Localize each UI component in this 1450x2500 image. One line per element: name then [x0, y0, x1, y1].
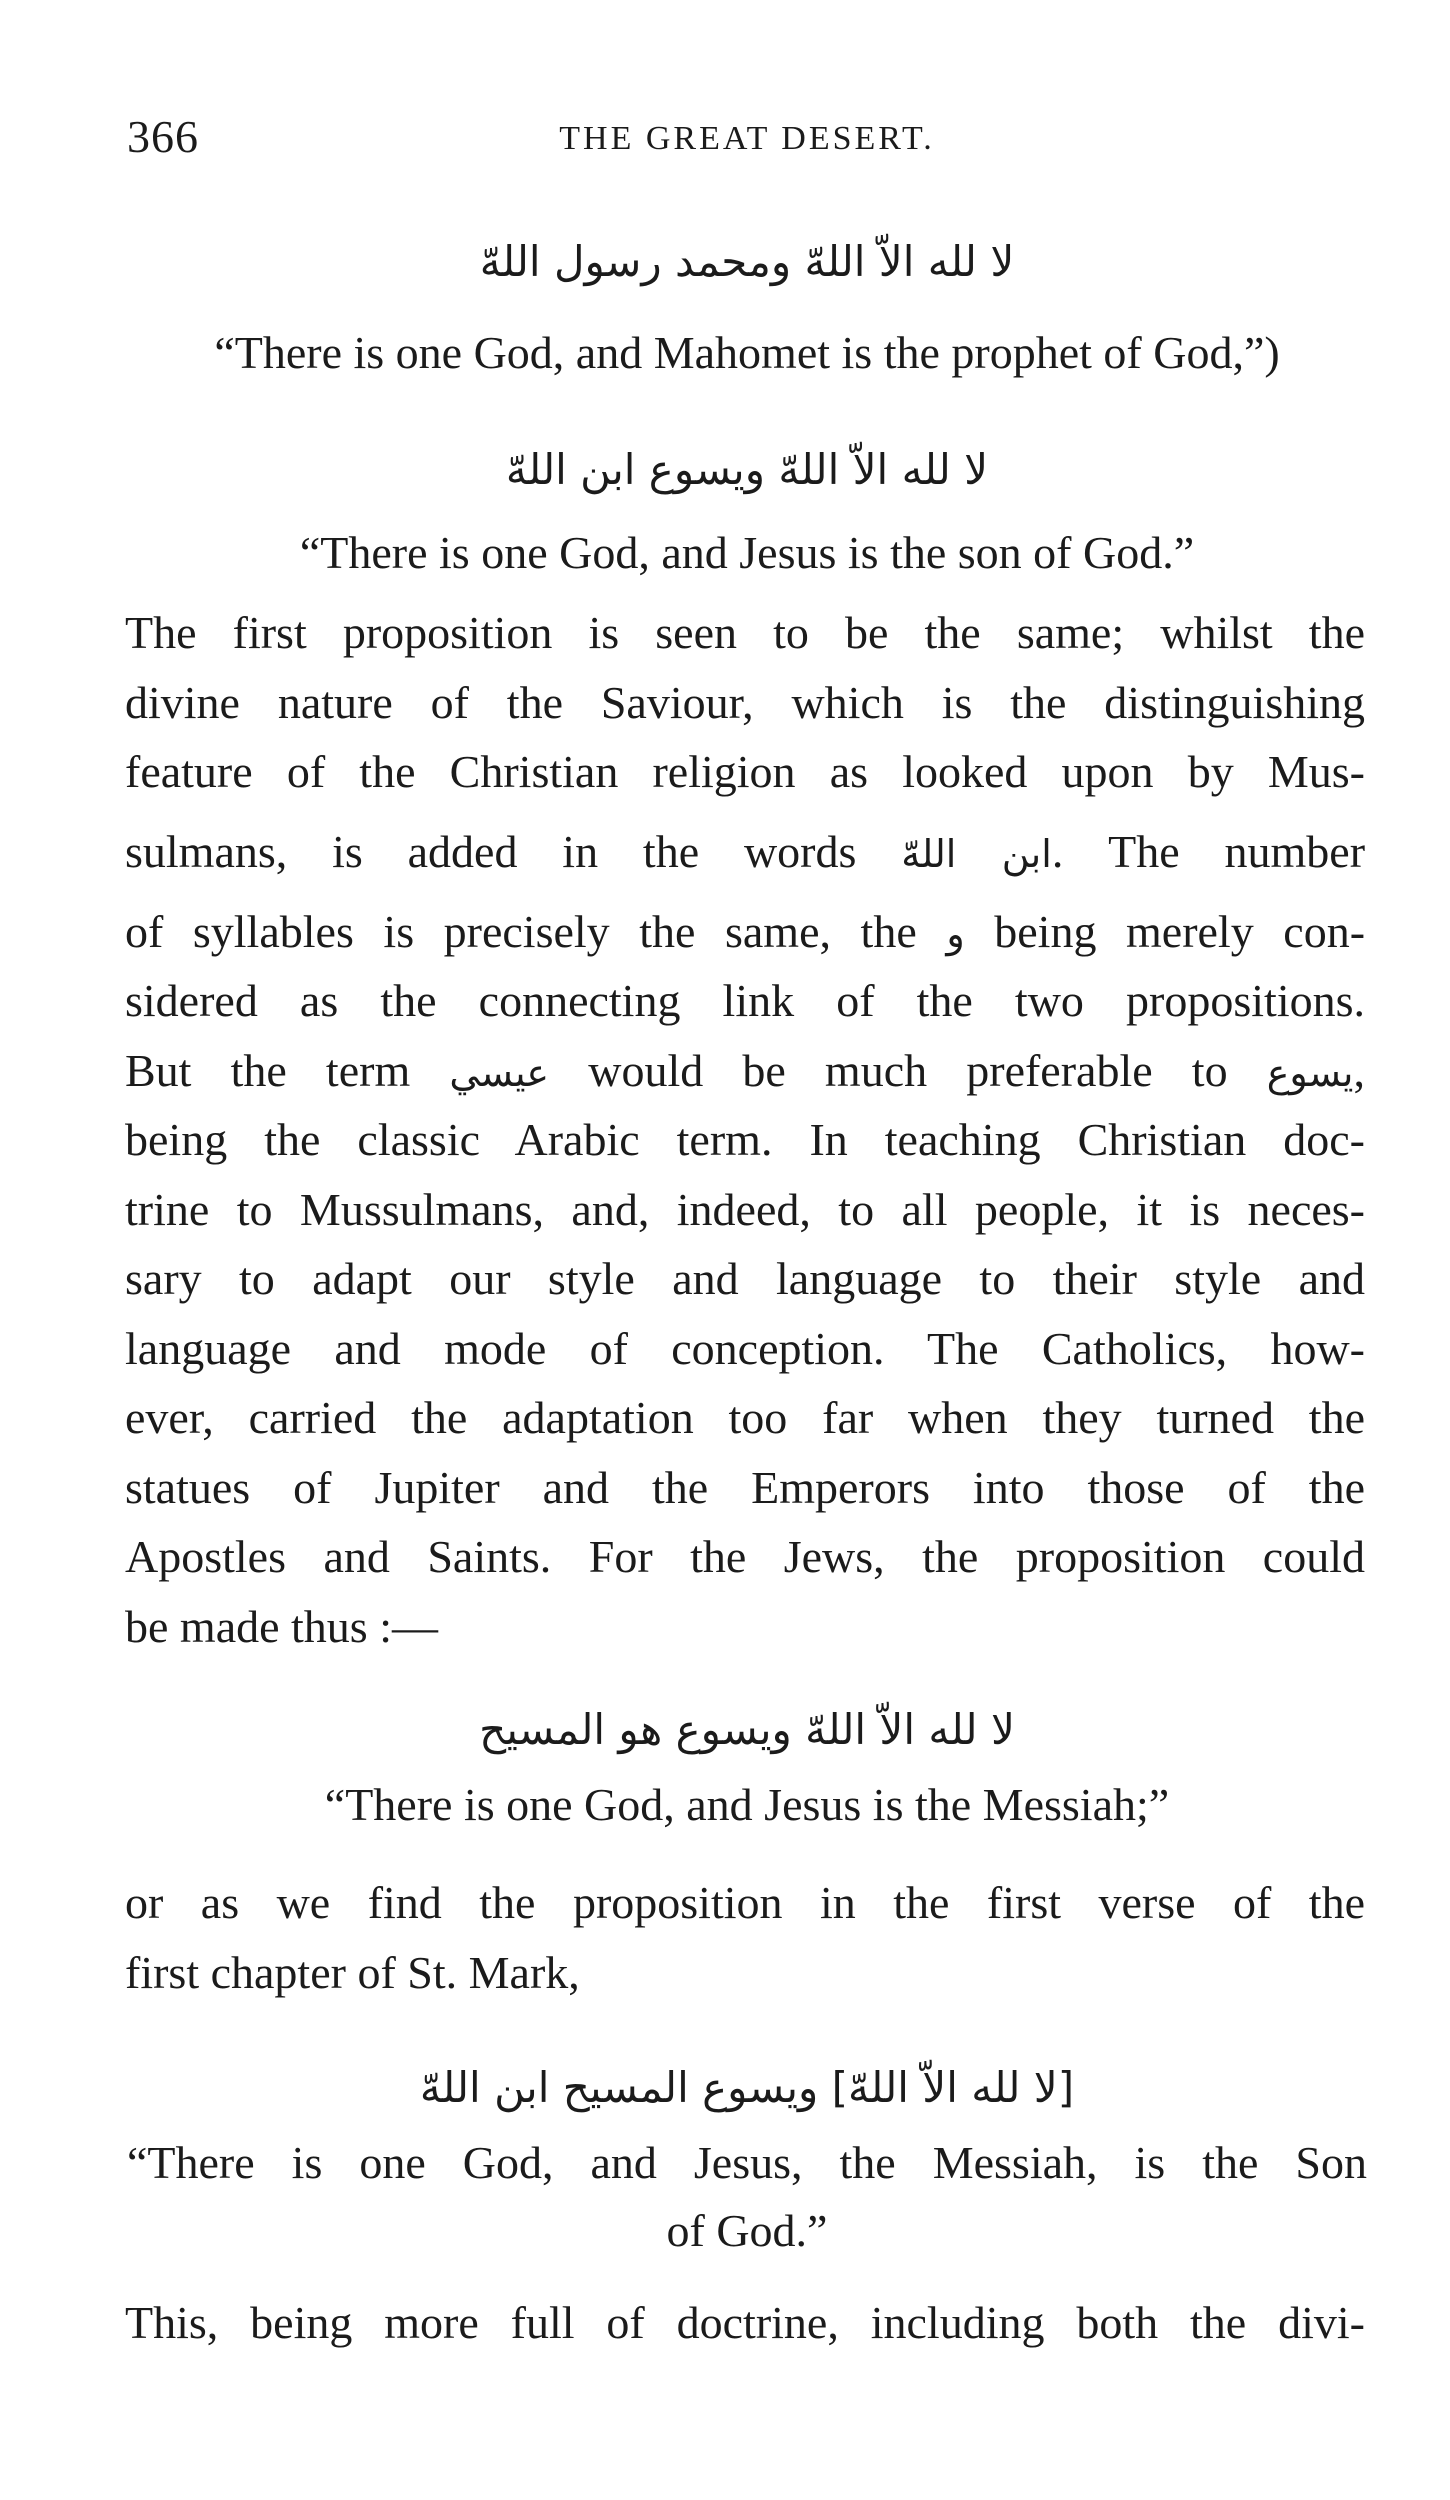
- arabic-formula-3: لا لله الاّ اللهّ ويسوع هو المسيح: [479, 1705, 1015, 1754]
- arabic-formula-1: لا لله الاّ اللهّ ومحمد رسول اللهّ: [479, 237, 1015, 286]
- arabic-formula-4: [لا لله الاّ اللهّ] ويسوع المسيح ابن اللهّ: [419, 2063, 1075, 2112]
- text-line: sary to adapt our style and language to their style and: [125, 1253, 1365, 1304]
- translation-formula-4: “There is one God, and Jesus, the Messiah, is the Son: [127, 2137, 1367, 2188]
- paragraph-2: [125, 1868, 1365, 2007]
- text-segment: being merely con-: [994, 905, 1366, 957]
- text-line: sidered as the connecting link of the two propositions.: [125, 975, 1365, 1026]
- text-segment: would be much preferable to: [588, 1044, 1228, 1096]
- text-line: [125, 897, 1365, 967]
- text-line: statues of Jupiter and the Emperors into those of the: [125, 1461, 1365, 1513]
- text-line: first chapter of St. Mark,: [125, 1946, 580, 1998]
- running-title: THE GREAT DESERT.: [559, 120, 935, 157]
- arabic-inline: يسوع: [1266, 1050, 1354, 1095]
- text-line: or as we find the proposition in the first verse of the: [125, 1877, 1365, 1928]
- page-header: [127, 110, 1367, 170]
- text-line: feature of the Christian religion as looked upon by Mus-: [125, 746, 1365, 797]
- arabic-formula-2: لا لله الاّ اللهّ ويسوع ابن اللهّ: [505, 445, 989, 494]
- text-line: be made thus :—: [125, 1600, 438, 1652]
- translation-formula-4-continued: of God.”: [666, 2205, 828, 2256]
- paragraph-1: [125, 598, 1365, 1661]
- text-line: language and mode of conception. The Catholics, how-: [125, 1322, 1365, 1374]
- translation-formula-3: “There is one God, and Jesus is the Messiah;”: [324, 1779, 1170, 1830]
- translation-formula-1: “There is one God, and Mahomet is the prophet of God,”): [214, 327, 1280, 378]
- arabic-inline: و: [946, 911, 965, 956]
- text-line: ever, carried the adaptation too far when they turned the: [125, 1392, 1365, 1443]
- text-line: being the classic Arabic term. In teaching Christian doc-: [125, 1114, 1365, 1165]
- page-number: 366: [127, 111, 199, 162]
- arabic-inline: ابن اللهّ: [901, 831, 1052, 876]
- text-segment: of syllables is precisely the same, the: [125, 905, 917, 957]
- text-line: This, being more full of doctrine, including both the divi-: [125, 2297, 1365, 2348]
- translation-formula-2: “There is one God, and Jesus is the son of God.”: [299, 527, 1195, 578]
- text-line: Apostles and Saints. For the Jews, the proposition could: [125, 1531, 1365, 1582]
- text-segment: ,: [1353, 1044, 1365, 1096]
- text-line: [125, 1036, 1365, 1106]
- text-line: trine to Mussulmans, and, indeed, to all people, it is neces-: [125, 1183, 1365, 1235]
- text-line: [125, 807, 1365, 897]
- text-segment: . The number: [1051, 825, 1366, 877]
- text-line: The first proposition is seen to be the same; whilst the: [125, 607, 1365, 658]
- text-segment: sulmans, is added in the words: [125, 825, 857, 877]
- paragraph-3: [125, 2288, 1365, 2358]
- text-segment: But the term: [125, 1044, 411, 1096]
- text-line: divine nature of the Saviour, which is the distinguishing: [125, 676, 1365, 728]
- arabic-inline: عيسي: [449, 1050, 550, 1095]
